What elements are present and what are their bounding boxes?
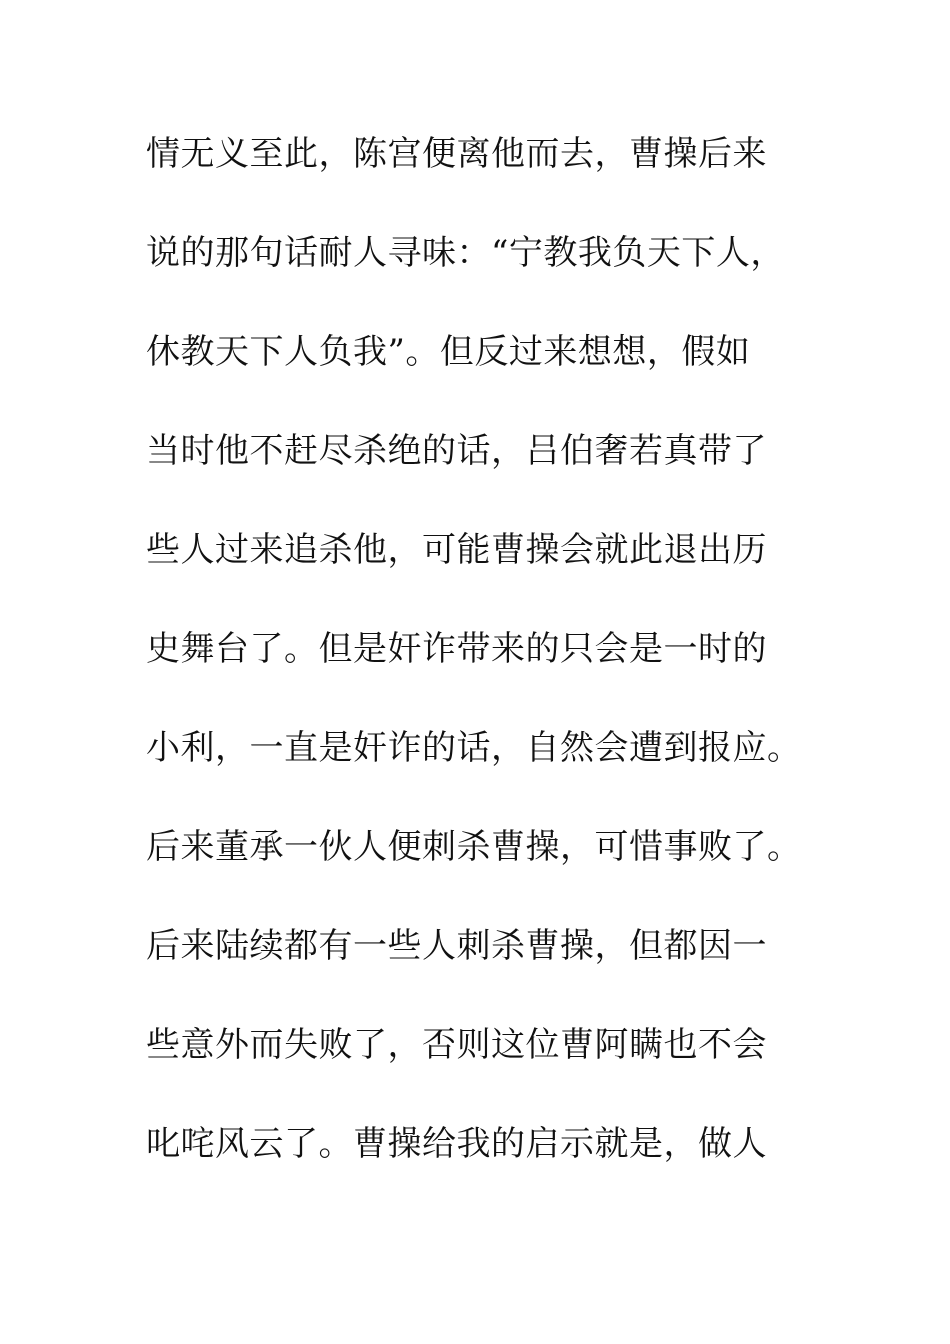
text-line: 当时他不赶尽杀绝的话，吕伯奢若真带了 xyxy=(146,431,767,471)
text-line: 些人过来追杀他，可能曹操会就此退出历 xyxy=(146,530,767,570)
text-line: 休教天下人负我”。但反过来想想，假如 xyxy=(146,332,751,372)
text-line: 情无义至此，陈宫便离他而去，曹操后来 xyxy=(146,134,767,174)
text-line: 说的那句话耐人寻味：“宁教我负天下人， xyxy=(146,233,785,273)
text-line: 些意外而失败了，否则这位曹阿瞒也不会 xyxy=(146,1025,767,1065)
body-text xyxy=(146,128,846,1217)
text-line: 后来陆续都有一些人刺杀曹操，但都因一 xyxy=(146,926,767,966)
text-line: 小利，一直是奸诈的话，自然会遭到报应。 xyxy=(146,728,802,768)
text-line: 叱咤风云了。曹操给我的启示就是，做人 xyxy=(146,1124,767,1164)
text-line: 史舞台了。但是奸诈带来的只会是一时的 xyxy=(146,629,767,669)
text-line: 后来董承一伙人便刺杀曹操，可惜事败了。 xyxy=(146,827,802,867)
